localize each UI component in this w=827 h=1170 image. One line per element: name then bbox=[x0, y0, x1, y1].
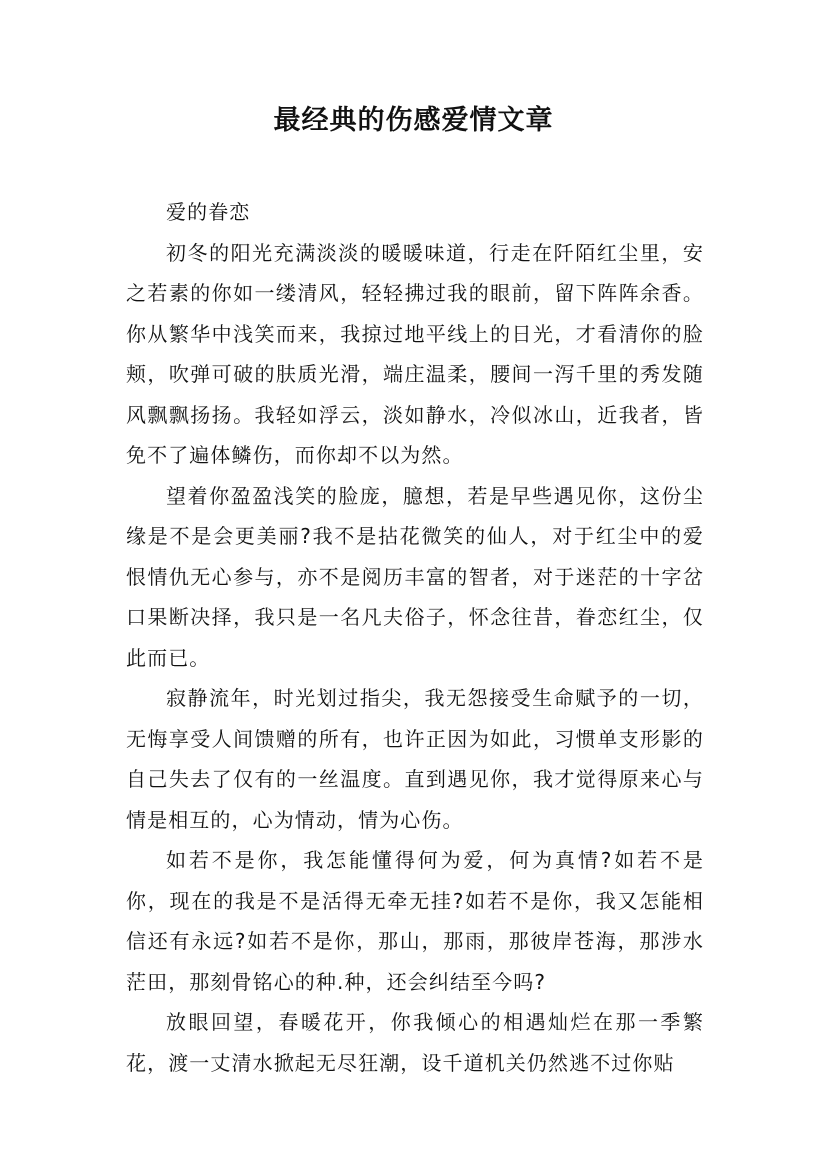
paragraph-5: 放眼回望，春暖花开，你我倾心的相遇灿烂在那一季繁花，渡一丈清水掀起无尽狂潮，设千道机关仍然逃不过你贴 bbox=[126, 1010, 704, 1075]
paragraph-1: 初冬的阳光充满淡淡的暖暖味道，行走在阡陌红尘里，安之若素的你如一缕清风，轻轻拂过我的眼前，留下阵阵余香。你从繁华中浅笑而来，我掠过地平线上的日光，才看清你的脸颊，吹弹可破的肤质光滑，端庄温柔，腰间一泻千里的秀发随风飘飘扬扬。我轻如浮云，淡如静水，冷似冰山，近我者，皆免不了遍体鳞伤，而你却不以为然。 bbox=[126, 240, 704, 467]
section-heading: 爱的眷恋 bbox=[166, 200, 251, 224]
paragraph-4: 如若不是你，我怎能懂得何为爱，何为真情?如若不是你，现在的我是不是活得无牵无挂?如若不是你，我又怎能相信还有永远?如若不是你，那山，那雨，那彼岸苍海，那涉水茫田，那刻骨铭心的种.种，还会纠结至今吗? bbox=[126, 848, 704, 994]
paragraph-2: 望着你盈盈浅笑的脸庞，臆想，若是早些遇见你，这份尘缘是不是会更美丽?我不是拈花微笑的仙人，对于红尘中的爱恨情仇无心参与，亦不是阅历丰富的智者，对于迷茫的十字岔口果断决择，我只是一名凡夫俗子，怀念往昔，眷恋红尘，仅此而已。 bbox=[126, 483, 704, 670]
document-title: 最经典的伤感爱情文章 bbox=[273, 105, 554, 136]
document-body bbox=[126, 192, 704, 1083]
paragraph-3: 寂静流年，时光划过指尖，我无怨接受生命赋予的一切，无悔享受人间馈赠的所有，也许正因为如此，习惯单支形影的自己失去了仅有的一丝温度。直到遇见你，我才觉得原来心与情是相互的，心为情动，情为心伤。 bbox=[126, 686, 704, 832]
